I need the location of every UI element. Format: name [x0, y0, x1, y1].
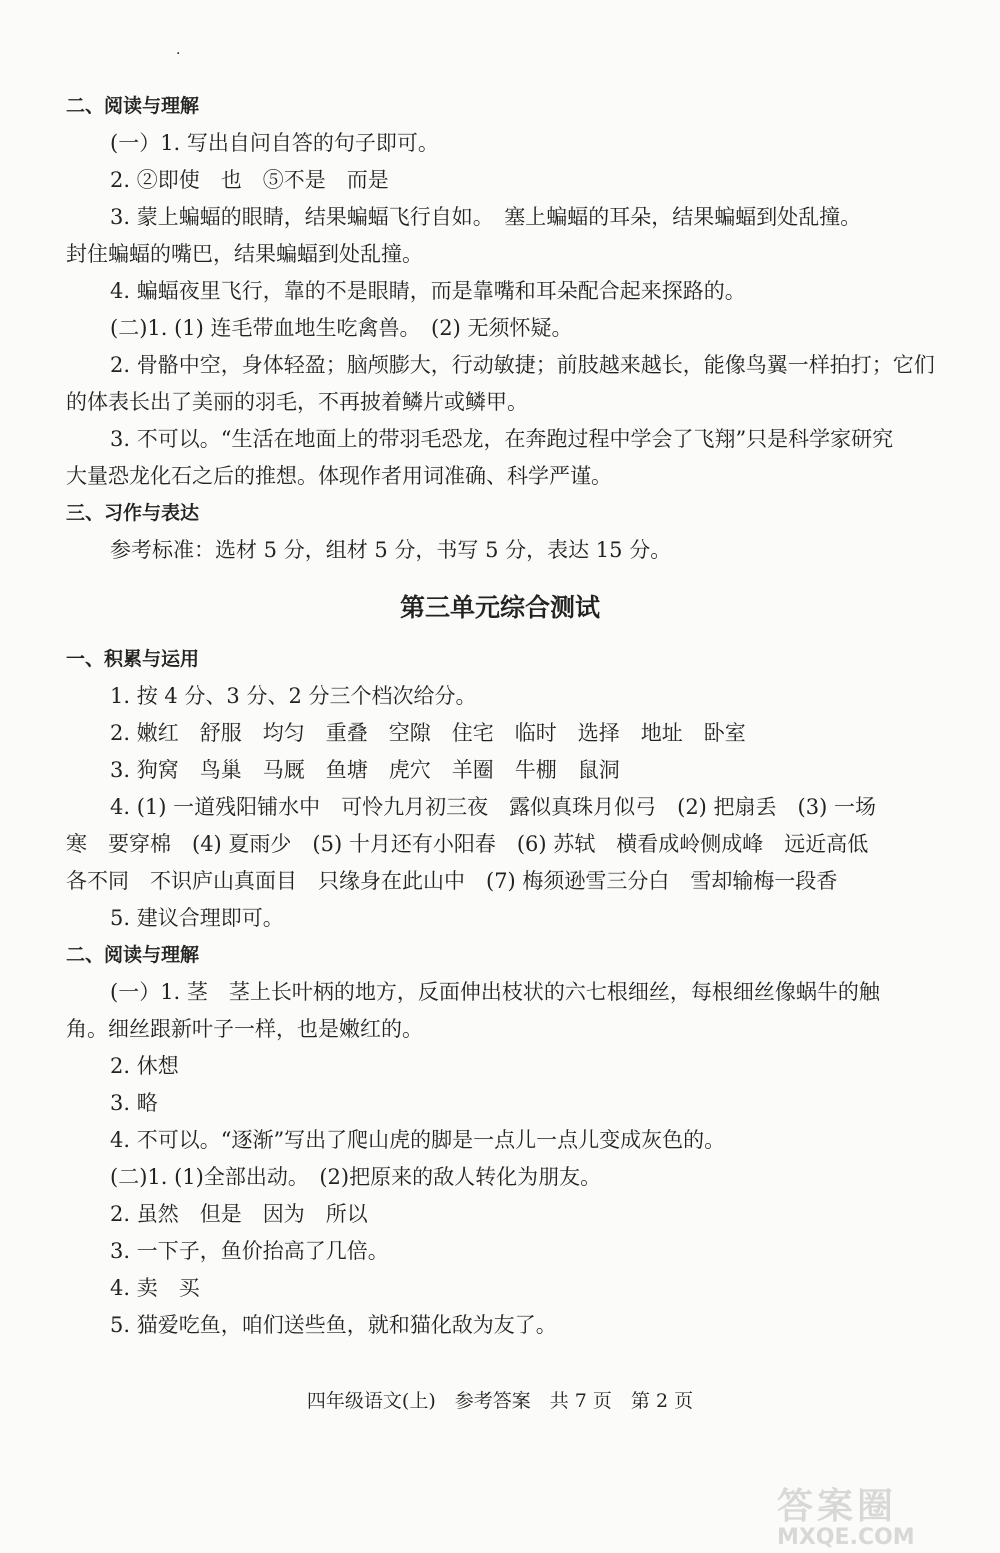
stray-mark: · [176, 46, 181, 62]
answer-line: 5. 建议合理即可。 [110, 906, 284, 930]
section-accumulation [66, 641, 936, 937]
section-heading: 二、阅读与理解 [66, 944, 200, 966]
answer-line: 3. 狗窝 鸟巢 马厩 鱼塘 虎穴 羊圈 牛棚 鼠洞 [110, 758, 620, 782]
section-reading-2 [66, 937, 936, 1344]
watermark-logo [777, 1478, 962, 1548]
answer-line: 3. 一下子，鱼价抬高了几倍。 [110, 1239, 389, 1263]
answer-line: 2. ②即使 也 ⑤不是 而是 [110, 168, 389, 192]
watermark-text: 答案圈 [777, 1486, 898, 1527]
answer-line: 各不同 不识庐山真面目 只缘身在此山中 (7) 梅须逊雪三分白 雪却输梅一段香 [66, 869, 838, 893]
answer-line: (一）1. 写出自问自答的句子即可。 [110, 131, 439, 155]
answer-line: 5. 猫爱吃鱼，咱们送些鱼，就和猫化敌为友了。 [110, 1313, 557, 1337]
answer-line: 3. 蒙上蝙蝠的眼睛，结果蝙蝠飞行自如。 塞上蝙蝠的耳朵，结果蝙蝠到处乱撞。 [110, 205, 862, 229]
answer-line: 4. 卖 买 [110, 1276, 200, 1300]
answer-line: 2. 休想 [110, 1054, 179, 1078]
watermark-url: MXQE.COM [777, 1525, 915, 1550]
unit-title: 第三单元综合测试 [399, 593, 600, 622]
answer-line: 4. (1) 一道残阳铺水中 可怜九月初三夜 露似真珠月似弓 (2) 把扇丢 (3) 一场 [110, 795, 876, 819]
answer-line: 4. 蝙蝠夜里飞行，靠的不是眼睛，而是靠嘴和耳朵配合起来探路的。 [110, 279, 746, 303]
answer-line: 2. 嫩红 舒服 均匀 重叠 空隙 住宅 临时 选择 地址 卧室 [110, 721, 746, 745]
answer-line: 寒 要穿棉 (4) 夏雨少 (5) 十月还有小阳春 (6) 苏轼 横看成岭侧成峰 远近高低 [66, 832, 869, 856]
answer-line: 封住蝙蝠的嘴巴，结果蝙蝠到处乱撞。 [66, 242, 423, 266]
section-reading-1 [66, 88, 936, 495]
section-heading: 一、积累与运用 [66, 648, 200, 670]
answer-line: 3. 略 [110, 1091, 158, 1115]
answer-line: 1. 按 4 分、3 分、2 分三个档次给分。 [110, 684, 477, 708]
answer-line: 2. 虽然 但是 因为 所以 [110, 1202, 368, 1226]
answer-line: (二)1. (1)全部出动。 (2)把原来的敌人转化为朋友。 [110, 1165, 602, 1189]
answer-line: 4. 不可以。“逐渐”写出了爬山虎的脚是一点儿一点儿变成灰色的。 [110, 1128, 726, 1152]
answer-line: 参考标准：选材 5 分，组材 5 分，书写 5 分，表达 15 分。 [110, 538, 672, 562]
page-footer: 四年级语文(上) 参考答案 共 7 页 第 2 页 [306, 1390, 694, 1412]
answer-line: 大量恐龙化石之后的推想。体现作者用词准确、科学严谨。 [66, 464, 612, 488]
answer-line: 3. 不可以。“生活在地面上的带羽毛恐龙，在奔跑过程中学会了飞翔”只是科学家研究 [110, 427, 894, 451]
answer-line: 角。细丝跟新叶子一样，也是嫩红的。 [66, 1017, 423, 1041]
answer-line: (一）1. 茎 茎上长叶柄的地方，反面伸出枝状的六七根细丝，每根细丝像蜗牛的触 [110, 980, 880, 1004]
section-heading: 二、阅读与理解 [66, 95, 200, 117]
answer-line: 2. 骨骼中空，身体轻盈；脑颅膨大，行动敏捷；前肢越来越长，能像鸟翼一样拍打；它们 [110, 353, 935, 377]
section-writing [66, 495, 936, 569]
answer-line: 的体表长出了美丽的羽毛，不再披着鳞片或鳞甲。 [66, 390, 528, 414]
section-heading: 三、习作与表达 [66, 502, 200, 524]
answer-line: (二)1. (1) 连毛带血地生吃禽兽。 (2) 无须怀疑。 [110, 316, 573, 340]
